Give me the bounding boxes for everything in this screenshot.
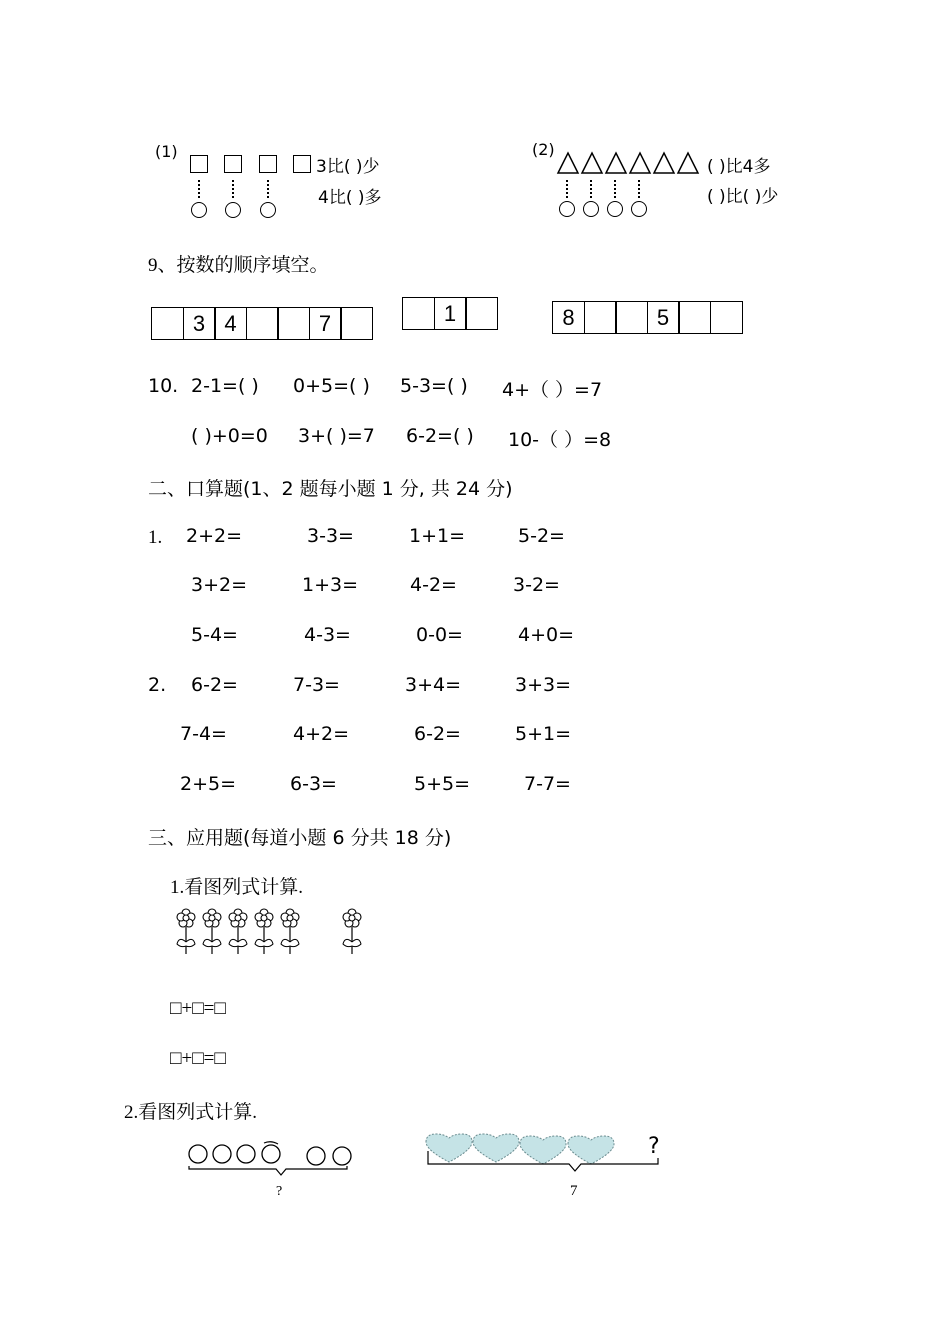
dotted-line <box>232 180 234 198</box>
circle-icon <box>260 202 276 218</box>
flowers-picture <box>172 906 372 958</box>
flower-icon <box>229 909 247 954</box>
oral-item: 4+2= <box>293 723 350 745</box>
oral-item: 2+2= <box>186 525 243 547</box>
sequence-cell[interactable] <box>584 301 617 334</box>
triangle-icon <box>606 153 626 173</box>
oral-item: 0-0= <box>416 624 463 646</box>
triangle-icon <box>654 153 674 173</box>
compare-2-line-1: ( )比4多 <box>707 157 771 177</box>
square-icon <box>224 155 242 173</box>
figure-1-label: (1) <box>155 142 178 161</box>
oral-item: 4-2= <box>410 574 457 596</box>
circle-icon <box>189 1145 207 1163</box>
square-icon <box>259 155 277 173</box>
fill-blank[interactable]: 6-2=( ) <box>406 425 474 447</box>
heart-icon <box>426 1134 472 1162</box>
oral-item: 1+3= <box>302 574 359 596</box>
flower-icon <box>343 909 361 954</box>
flower-icon <box>177 909 195 954</box>
oral-item: 3+4= <box>405 674 462 696</box>
dotted-line <box>590 180 592 198</box>
fill-blank[interactable]: 10-（ ）=8 <box>508 429 612 451</box>
question-9-title: 9、按数的顺序填空。 <box>148 255 329 276</box>
flower-icon <box>203 909 221 954</box>
sequence-cell[interactable] <box>615 301 648 334</box>
circle-icon <box>225 202 241 218</box>
flower-icon <box>255 909 273 954</box>
oral-item: 3+3= <box>515 674 572 696</box>
circle-icon <box>307 1147 325 1165</box>
fill-blank[interactable]: ( )+0=0 <box>191 425 268 447</box>
fill-blank[interactable]: 4+（ ）=7 <box>502 379 603 401</box>
oral-item: 6-3= <box>290 773 337 795</box>
oral-item: 4+0= <box>518 624 575 646</box>
brace-line <box>189 1166 347 1175</box>
circle-icon <box>262 1145 280 1163</box>
circle-icon <box>631 201 647 217</box>
sequence-cell[interactable] <box>465 297 498 330</box>
sequence-cell[interactable] <box>246 307 279 340</box>
equation-blank-1[interactable]: □+□=□ <box>170 998 226 1019</box>
sequence-boxes-2 <box>402 297 498 330</box>
triangle-icon <box>630 153 650 173</box>
sequence-cell[interactable]: 5 <box>647 301 680 334</box>
sequence-cell[interactable] <box>340 307 373 340</box>
oral-item: 5-4= <box>191 624 238 646</box>
dotted-line <box>566 180 568 198</box>
oral-item: 7-4= <box>180 723 227 745</box>
fill-blank[interactable]: 5-3=( ) <box>400 375 468 397</box>
figure-2-label: (2) <box>532 140 555 159</box>
oral-item: 7-7= <box>524 773 571 795</box>
oral-item: 5+1= <box>515 723 572 745</box>
sequence-boxes-1 <box>151 307 373 340</box>
sequence-cell[interactable]: 1 <box>434 297 467 330</box>
sequence-cell[interactable] <box>710 301 743 334</box>
dotted-line <box>198 180 200 198</box>
circle-icon <box>607 201 623 217</box>
problem-2-title: 2.看图列式计算. <box>124 1102 258 1123</box>
fill-blank[interactable]: 0+5=( ) <box>293 375 370 397</box>
compare-1-line-1: 3比( )少 <box>316 157 380 177</box>
square-icon <box>293 155 311 173</box>
sequence-cell[interactable]: 7 <box>309 307 342 340</box>
heart-icon <box>473 1134 519 1162</box>
sequence-cell[interactable]: 4 <box>214 307 247 340</box>
hearts-brace-picture <box>424 1128 669 1178</box>
circle-icon <box>559 201 575 217</box>
sequence-cell[interactable] <box>402 297 435 330</box>
sequence-cell[interactable] <box>277 307 310 340</box>
heart-icon <box>520 1136 566 1164</box>
fill-blank[interactable]: 2-1=( ) <box>191 375 259 397</box>
equation-blank-2[interactable]: □+□=□ <box>170 1048 226 1069</box>
oral-item: 7-3= <box>293 674 340 696</box>
oral-q1-label: 1. <box>148 527 163 548</box>
oral-item: 4-3= <box>304 624 351 646</box>
circle-icon <box>213 1145 231 1163</box>
sequence-cell[interactable] <box>151 307 184 340</box>
circle-icon <box>583 201 599 217</box>
dotted-line <box>614 180 616 198</box>
oral-q2-label: 2. <box>148 674 167 696</box>
right-question-label: ? <box>648 1134 660 1159</box>
movement-arrow-icon <box>264 1142 278 1144</box>
flower-icon <box>281 909 299 954</box>
triangles-group <box>556 150 706 176</box>
right-total-label: 7 <box>570 1183 578 1199</box>
oral-item: 5+5= <box>414 773 471 795</box>
oral-item: 2+5= <box>180 773 237 795</box>
triangle-icon <box>678 153 698 173</box>
oral-item: 3-3= <box>307 525 354 547</box>
oral-item: 5-2= <box>518 525 565 547</box>
compare-2-line-2: ( )比( )少 <box>707 187 779 207</box>
circles-brace-picture <box>184 1140 359 1180</box>
left-total-label: ? <box>276 1184 283 1199</box>
oral-item: 6-2= <box>191 674 238 696</box>
heart-icon <box>568 1136 614 1164</box>
fill-blank[interactable]: 3+( )=7 <box>298 425 375 447</box>
circle-icon <box>237 1145 255 1163</box>
section-2-title: 二、口算题(1、2 题每小题 1 分, 共 24 分) <box>148 478 513 500</box>
square-icon <box>190 155 208 173</box>
triangle-icon <box>558 153 578 173</box>
question-10-label: 10. <box>148 375 179 397</box>
dotted-line <box>267 180 269 198</box>
compare-1-line-2: 4比( )多 <box>318 188 382 208</box>
circle-icon <box>191 202 207 218</box>
sequence-cell[interactable]: 3 <box>183 307 216 340</box>
sequence-boxes-3 <box>552 301 743 334</box>
oral-item: 3-2= <box>513 574 560 596</box>
problem-1-title: 1.看图列式计算. <box>170 877 304 898</box>
section-3-title: 三、应用题(每道小题 6 分共 18 分) <box>148 827 452 849</box>
circle-icon <box>333 1147 351 1165</box>
sequence-cell[interactable] <box>678 301 711 334</box>
oral-item: 1+1= <box>409 525 466 547</box>
triangle-icon <box>582 153 602 173</box>
oral-item: 3+2= <box>191 574 248 596</box>
sequence-cell[interactable]: 8 <box>552 301 585 334</box>
dotted-line <box>638 180 640 198</box>
oral-item: 6-2= <box>414 723 461 745</box>
